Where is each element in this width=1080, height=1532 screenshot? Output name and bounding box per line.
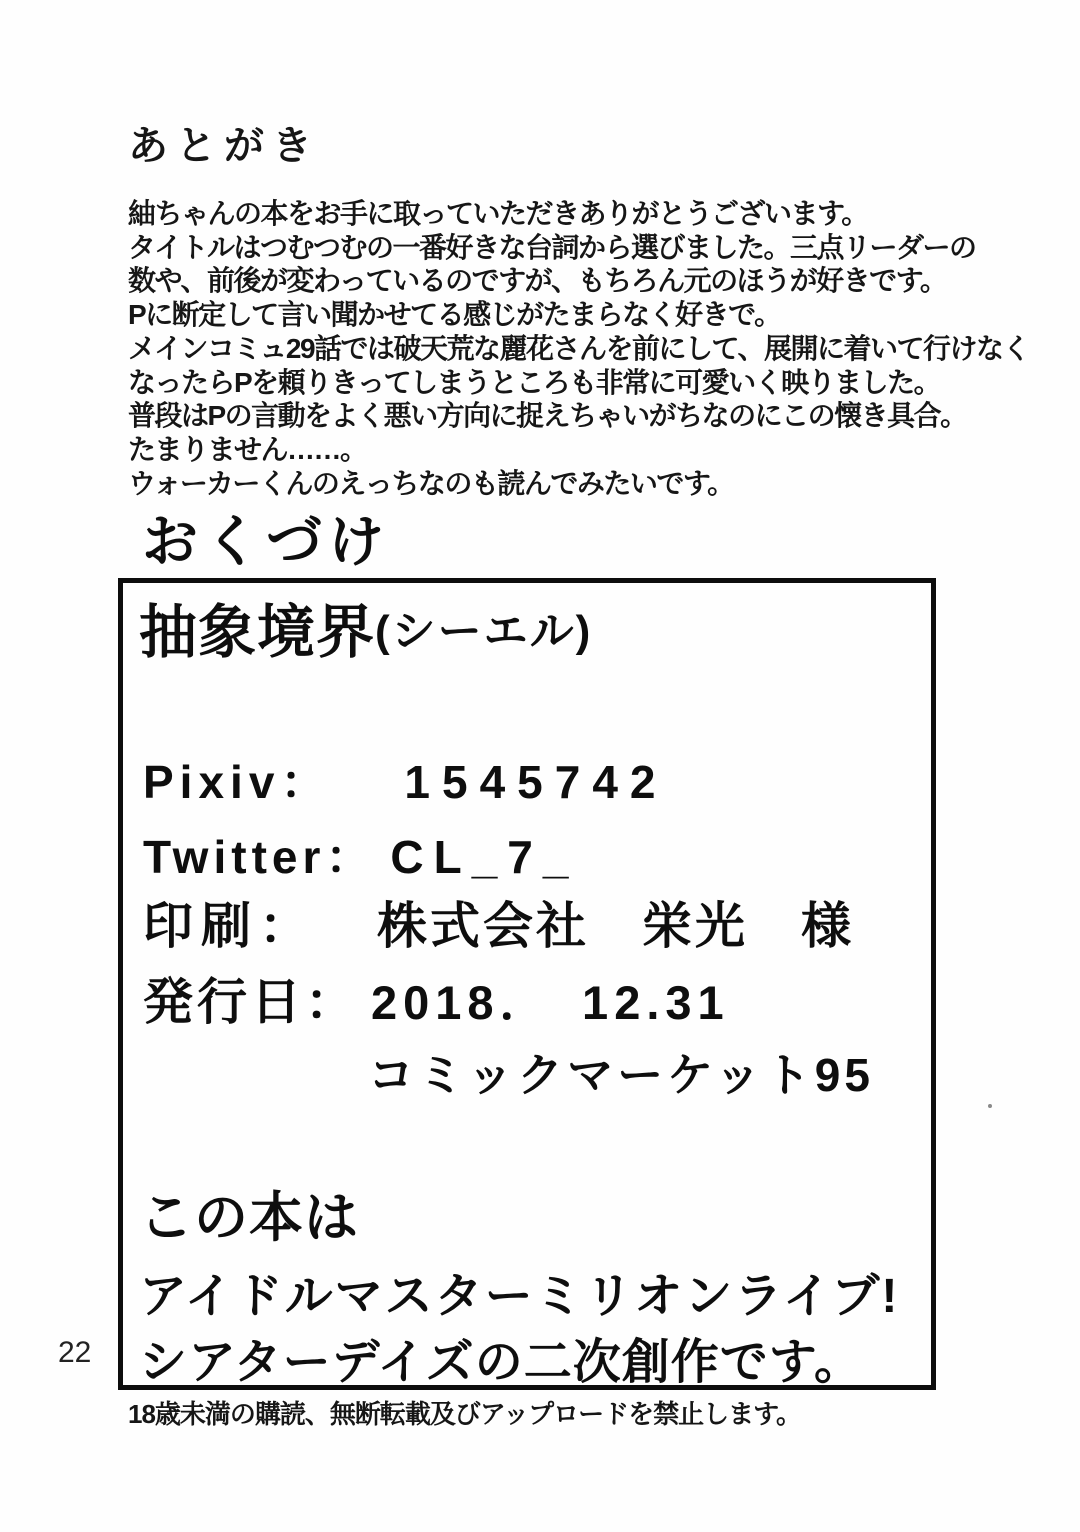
age-restriction-notice: 18歳未満の購読、無断転載及びアップロードを禁止します。 (128, 1399, 802, 1429)
printer-row (143, 886, 854, 958)
afterword-line: 普段はPの言動をよく悪い方向に捉えちゃいがちなのにこの懐き具合。 (128, 400, 967, 432)
pixiv-row (143, 746, 668, 812)
twitter-handle: CL_7_ (390, 831, 579, 883)
printer-name: 株式会社 栄光 様 (377, 898, 854, 954)
event-name: コミックマーケット95 (368, 1049, 874, 1101)
circle-name-reading: (シーエル) (375, 607, 593, 656)
afterword-line: メインコミュ29話では破天荒な麗花さんを前にして、展開に着いて行けなく (128, 332, 1029, 364)
afterword-line: タイトルはつむつむの一番好きな台詞から選びました。三点リーダーの (128, 231, 976, 263)
derivative-statement-line: アイドルマスターミリオンライブ! (139, 1270, 900, 1323)
afterword-paragraph (128, 197, 1028, 500)
colophon-heading: おくづけ (142, 510, 390, 573)
printer-label: 印刷： (143, 898, 317, 954)
publication-date: 2018． 12.31 (371, 976, 730, 1029)
derivative-statement-line: この本は (139, 1188, 359, 1248)
afterword-line: 紬ちゃんの本をお手に取っていただきありがとうございます。 (128, 198, 868, 229)
afterword-line: なったらPを頼りきってしまうところも非常に可愛いく映りました。 (128, 366, 941, 398)
page-number: 22 (58, 1336, 92, 1369)
colophon-box (118, 578, 936, 1390)
circle-name (139, 585, 592, 669)
pixiv-label: Pixiv： (143, 756, 333, 808)
publication-date-label: 発行日： (143, 974, 359, 1030)
afterword-heading: あとがき (128, 124, 320, 168)
afterword-line: Pに断定して言い聞かせてる感じがたまらなく好きで。 (128, 299, 781, 331)
afterword-line: たまりません……。 (128, 433, 367, 465)
pixiv-id: 1545742 (404, 756, 668, 808)
twitter-label: Twitter： (143, 831, 377, 883)
circle-name-kanji: 抽象境界 (139, 600, 376, 665)
derivative-statement-line: シアターデイズの二次創作です。 (139, 1336, 863, 1389)
publication-date-row (143, 962, 730, 1034)
afterword-line: 数や、前後が変わっているのですが、もちろん元のほうが好きです。 (128, 265, 947, 297)
twitter-row (143, 821, 578, 887)
scan-artifact-dot (988, 1104, 992, 1108)
afterword-line: ウォーカーくんのえっちなのも読んでみたいです。 (128, 467, 734, 499)
